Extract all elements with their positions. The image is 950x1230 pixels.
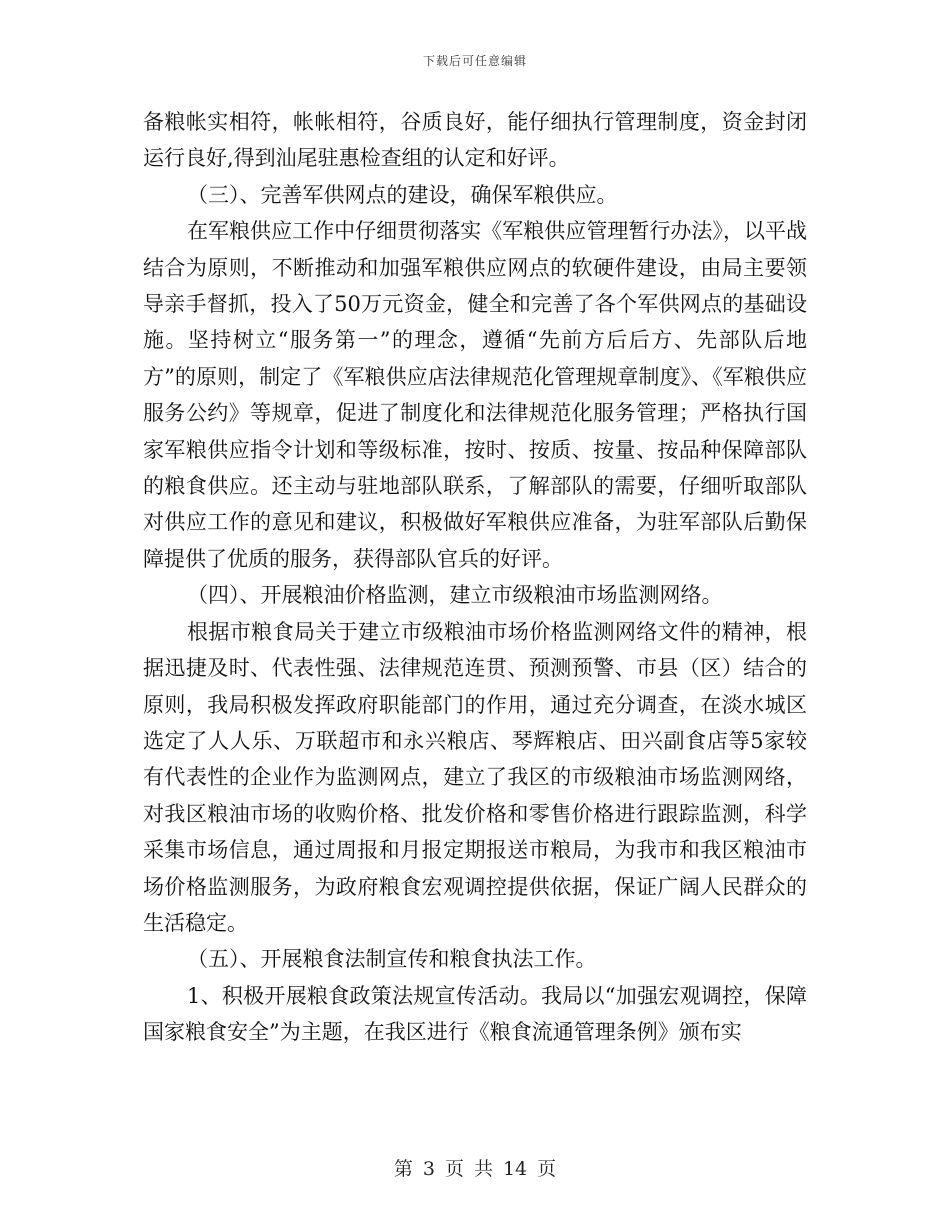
- paragraph-price-monitoring: 根据市粮食局关于建立市级粮油市场价格监测网络文件的精神，根据迅捷及时、代表性强、法律规范连贯、预测预警、市县（区）结合的原则，我局积极发挥政府职能部门的作用，通过充分调查，在淡水城区选定了人人乐、万联超市和永兴粮店、琴辉粮店、田兴副食店等5家较有代表性的企业作为监测网点，建立了我区的市级粮油市场监测网络，对我区粮油市场的收购价格、批发价格和零售价格进行跟踪监测，科学采集市场信息，通过周报和月报定期报送市粮局，为我市和我区粮油市场价格监测服务，为政府粮食宏观调控提供依据，保证广阔人民群众的生活稳定。: [143, 619, 807, 935]
- page-footer: [0, 1154, 950, 1181]
- footer-label-of: 页: [444, 1158, 464, 1180]
- footer-total-pages: 14: [502, 1158, 528, 1180]
- paragraph-legal-publicity: 1、积极开展粮食政策法规宣传活动。我局以“加强宏观调控，保障国家粮食安全”为主题，在我区进行《粮食流通管理条例》颁布实: [143, 983, 807, 1045]
- footer-label-total: 共: [473, 1158, 493, 1180]
- section-heading-4: （四）、开展粮油价格监测，建立市级粮油市场监测网络。: [187, 583, 723, 608]
- paragraph-military-grain: 在军粮供应工作中仔细贯彻落实《军粮供应管理暂行办法》，以平战结合为原则，不断推动和加强军粮供应网点的软硬件建设，由局主要领导亲手督抓，投入了50万元资金，健全和完善了各个军供网点的基础设施。坚持树立“服务第一”的理念，遵循“先前方后后方、先部队后地方”的原则，制定了《军粮供应店法律规范化管理规章制度》、《军粮供应服务公约》等规章，促进了制度化和法律规范化服务管理；严格执行国家军粮供应指令计划和等级标准，按时、按质、按量、按品种保障部队的粮食供应。还主动与驻地部队联系，了解部队的需要，仔细听取部队对供应工作的意见和建议，积极做好军粮供应准备，为驻军部队后勤保障提供了优质的服务，获得部队官兵的好评。: [143, 219, 807, 571]
- footer-label-end: 页: [537, 1158, 557, 1180]
- section-heading-3: （三）、完善军供网点的建设，确保军粮供应。: [187, 182, 618, 207]
- document-body: [143, 104, 807, 1051]
- page-header-note: 下载后可任意编辑: [422, 54, 527, 68]
- footer-label-page: 第: [393, 1158, 413, 1180]
- section-heading-5: （五）、开展粮食法制宣传和粮食执法工作。: [187, 947, 597, 972]
- paragraph-continuation: 备粮帐实相符，帐帐相符，谷质良好，能仔细执行管理制度，资金封闭运行良好,得到汕尾驻惠检查组的认定和好评。: [143, 110, 807, 171]
- footer-current-page: 3: [422, 1158, 435, 1180]
